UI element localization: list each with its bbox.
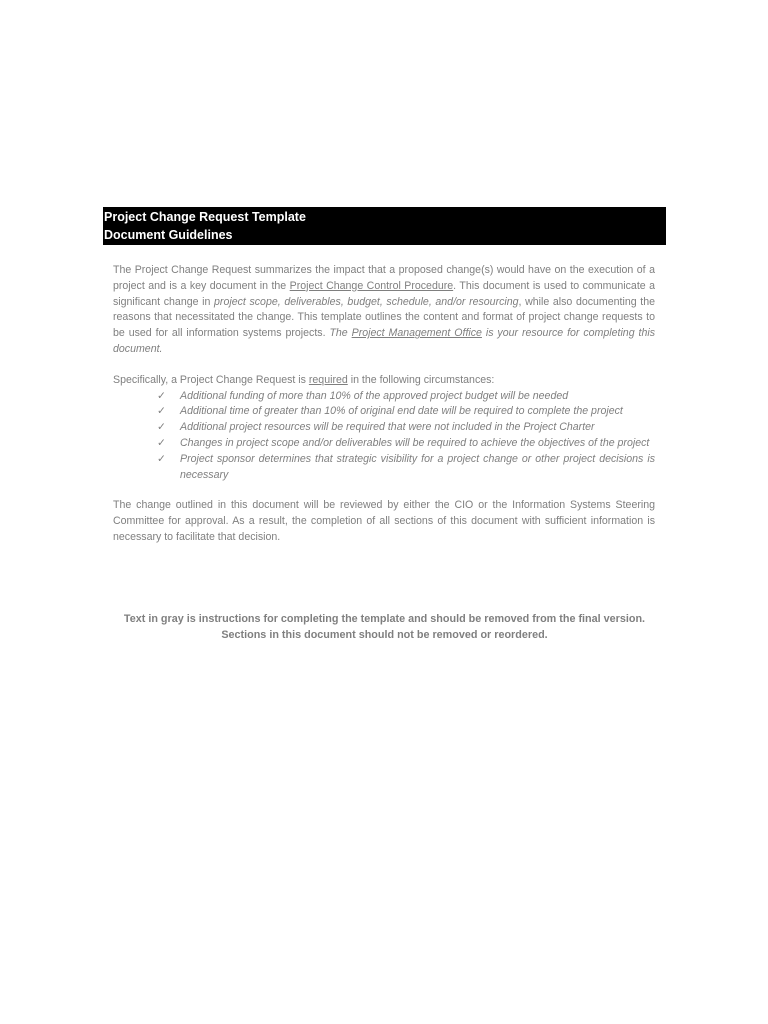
header-title: Project Change Request Template (104, 210, 306, 224)
required-pre: Specifically, a Project Change Request is (113, 373, 309, 386)
list-item-text: Additional funding of more than 10% of the approved project budget will be needed (180, 389, 569, 402)
note-line-2: Sections in this document should not be removed or reordered. (221, 629, 548, 641)
guidelines-body (113, 263, 655, 546)
document-header (103, 207, 666, 245)
check-icon: ✓ (157, 389, 166, 402)
change-control-procedure-link[interactable]: Project Change Control Procedure (289, 279, 454, 292)
required-post: in the following circumstances: (347, 373, 495, 386)
check-icon: ✓ (157, 421, 166, 434)
intro-paragraph (113, 263, 655, 358)
pmo-link[interactable]: Project Management Office (351, 327, 482, 340)
list-item-text: Additional time of greater than 10% of original end date will be required to complete the project (180, 405, 623, 418)
list-item (113, 404, 655, 420)
check-icon: ✓ (157, 452, 166, 465)
list-item-text: Additional project resources will be required that were not included in the Project Charter (180, 421, 595, 434)
required-word: required (308, 373, 348, 386)
intro-italic-2b: is your resource for completing this document. (113, 327, 655, 355)
review-paragraph: The change outlined in this document will be reviewed by either the CIO or the Information Systems Steering Committee for approval. As a result, the completion of all sections of this document with sufficient information is necessary to facilitate that decision. (113, 499, 655, 543)
list-item-text: Changes in project scope and/or deliverables will be required to achieve the objectives of the project (180, 436, 650, 449)
gray-text-note (103, 611, 666, 643)
intro-italic-2a: The (329, 327, 352, 340)
check-icon: ✓ (157, 436, 166, 449)
list-item (113, 420, 655, 436)
list-item (113, 452, 655, 484)
circumstance-list (113, 389, 655, 484)
note-line-1: Text in gray is instructions for completing the template and should be removed from the final version. (123, 613, 646, 625)
intro-text-2: . This document is used to communicate a significant change in (113, 279, 655, 308)
list-item (113, 389, 655, 405)
intro-text-3: , while also documenting the reasons that necessitated the change. This template outlines the content and format of project change requests to be used for all information systems projects. (113, 295, 655, 340)
required-intro (113, 373, 655, 389)
list-item-text: Project sponsor determines that strategic visibility for a project change or other project decisions is necessary (180, 452, 655, 481)
intro-italic-1: project scope, deliverables, budget, schedule, and/or resourcing (214, 295, 519, 308)
list-item (113, 436, 655, 452)
check-icon: ✓ (157, 405, 166, 418)
intro-text-1: The Project Change Request summarizes the impact that a proposed change(s) would have on the execution of a project and is a key document in the (113, 264, 655, 292)
header-subtitle: Document Guidelines (104, 228, 233, 242)
